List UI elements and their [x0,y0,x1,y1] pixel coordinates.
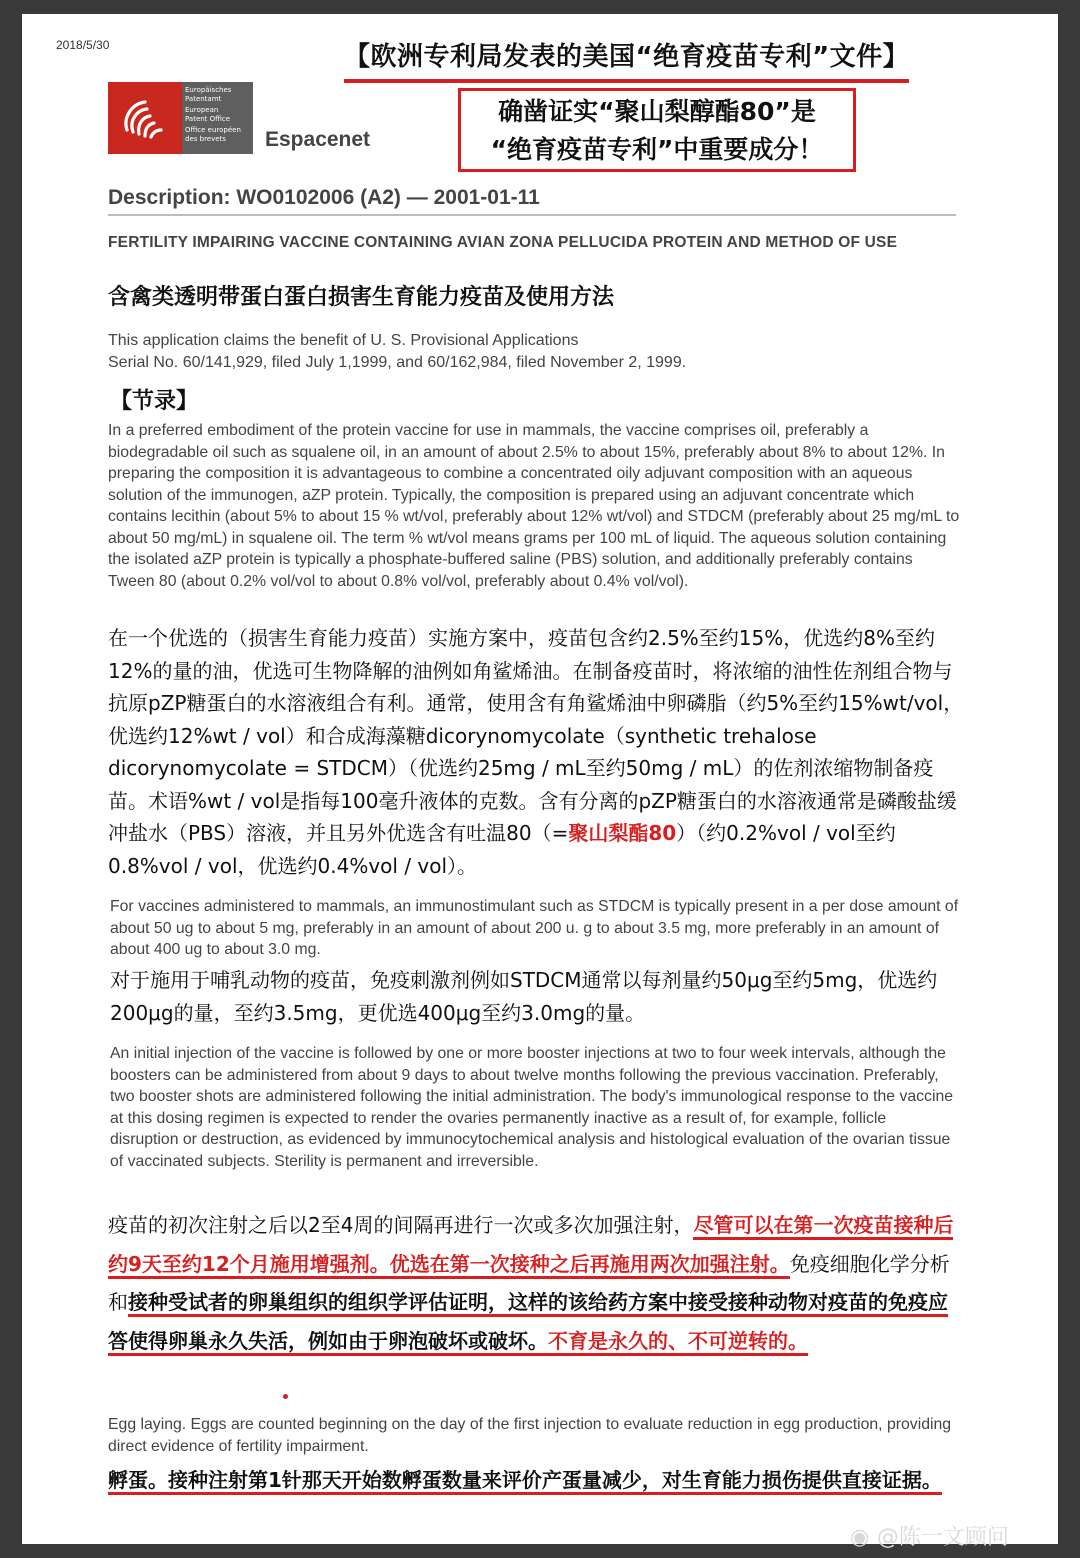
callout-line1: 确凿证实“聚山梨醇酯80”是 [498,97,816,126]
paragraph-4-english: Egg laying. Eggs are counted beginning on the day of the first injection to evaluate reduction in egg production, providing direct evidence of fertility impairment. [108,1416,952,1455]
excerpt-label: 【节录】 [110,389,199,414]
date-stamp: 2018/5/30 [56,38,110,52]
title-english: FERTILITY IMPAIRING VACCINE CONTAINING AVIAN ZONA PELLUCIDA PROTEIN AND METHOD OF USE [108,234,898,251]
claim-text: This application claims the benefit of U. S. Provisional Applications Serial No. 60/141,929, filed July 1,1999, and 60/162,984, filed November 2, 1999. [108,332,687,371]
divider [108,214,956,216]
title-chinese: 含禽类透明带蛋白蛋白损害生育能力疫苗及使用方法 [108,285,615,310]
description-heading: Description: WO0102006 (A2) — 2001-01-11 [108,186,540,209]
headline: 【欧洲专利局发表的美国“绝育疫苗专利”文件】 [344,36,909,83]
paragraph-3-chinese: 疫苗的初次注射之后以2至4周的间隔再进行一次或多次加强注射，尽管可以在第一次疫苗接种后约9天至约12个月施用增强剂。优选在第一次接种之后再施用两次加强注射。免疫细胞化学分析和接种受试者的卵巢组织的组织学评估证明，这样的该给药方案中接受接种动物对疫苗的免疫应答使得卵巢永久失活，例如由于卵泡破坏或破坏。不育是永久的、不可逆转的。 [108,1206,964,1360]
paragraph-4-chinese: 孵蛋。接种注射第1针那天开始数孵蛋数量来评价产蛋量减少，对生育能力损伤提供直接证据。 [108,1462,964,1498]
paragraph-1-english: In a preferred embodiment of the protein vaccine for use in mammals, the vaccine comprises oil, preferably a biodegradable oil such as squalene oil, in an amount of about 2.5% to about 15%, preferably about 8% to about 12%. In preparing the composition it is advantageous to combine a concentrated oily adjuvant composition with an aqueous solution of the immunogen, aZP protein. Typically, the composition is prepared using an adjuvant concentrate which contains lecithin (about 5% to about 15 % wt/vol, preferably about 12% wt/vol) and STDCM (preferably about 25 mg/mL to about 50 mg/mL) in squalene oil. The term % wt/vol means grams per 100 mL of liquid. The aqueous solution containing the isolated aZP protein is typically a phosphate-buffered saline (PBS) solution, and additionally preferably contains Tween 80 (about 0.2% vol/vol to about 0.8% vol/vol, preferably about 0.4% vol/vol). [108,422,960,590]
paragraph-2-english: For vaccines administered to mammals, an immunostimulant such as STDCM is typically present in a per dose amount of about 50 ug to about 5 mg, preferably in an amount of about 200 u. g to about 3.5 mg, more preferably in an amount of about 400 ug to about 3.0 mg. [110,898,959,958]
callout-line2: “绝育疫苗专利”中重要成分！ [490,135,824,164]
espacenet-label: Espacenet [265,128,371,151]
callout-box [458,88,856,172]
paragraph-3-english: An initial injection of the vaccine is followed by one or more booster injections at two to four week intervals, although the boosters can be administered from about 9 days to about twelve months following the previous vaccination. Preferably, two booster shots are administered following the initial administration. The body's immunological response to the vaccine at this dosing regimen is expected to render the ovaries permanently inactive as a result of, for example, follicle disruption or destruction, as evidenced by immunocytochemical analysis and histological evaluation of the ovarian tissue of vaccinated subjects. Sterility is permanent and irreversible. [110,1045,954,1170]
weibo-watermark: ◉ @陈一文顾问 [850,1525,1009,1550]
paragraph-2-chinese: 对于施用于哺乳动物的疫苗，免疫刺激剂例如STDCM通常以每剂量约50μg至约5mg，优选约200μg的量，至约3.5mg，更优选400μg至约3.0mg的量。 [110,968,938,1025]
weibo-icon: ◉ [850,1525,870,1550]
epo-logo-text: Europäisches Patentamt European Patent Office Office européen des brevets [182,82,253,154]
epo-logo [108,82,253,154]
paragraph-1-chinese: 在一个优选的（损害生育能力疫苗）实施方案中，疫苗包含约2.5%至约15%，优选约8%至约12%的量的油，优选可生物降解的油例如角鲨烯油。在制备疫苗时，将浓缩的油性佐剂组合物与抗原pZP糖蛋白的水溶液组合有利。通常，使用含有角鲨烯油中卵磷脂（约5%至约15%wt/vol，优选约12%wt / vol）和合成海藻糖dicorynomycolate（synthetic trehalose dicorynomycolate = STDCM）（优选约25mg / mL至约50mg / mL）的佐剂浓缩物制备疫苗。术语%wt / vol是指每100毫升液体的克数。含有分离的pZP糖蛋白的水溶液通常是磷酸盐缓冲盐水（PBS）溶液，并且另外优选含有吐温80（=聚山梨酯80）（约0.2%vol / vol至约0.8%vol / vol，优选约0.4%vol / vol）。 [108,626,964,878]
red-dot [283,1394,288,1399]
patent-page [22,14,1058,1550]
epo-mark-icon [108,82,182,154]
